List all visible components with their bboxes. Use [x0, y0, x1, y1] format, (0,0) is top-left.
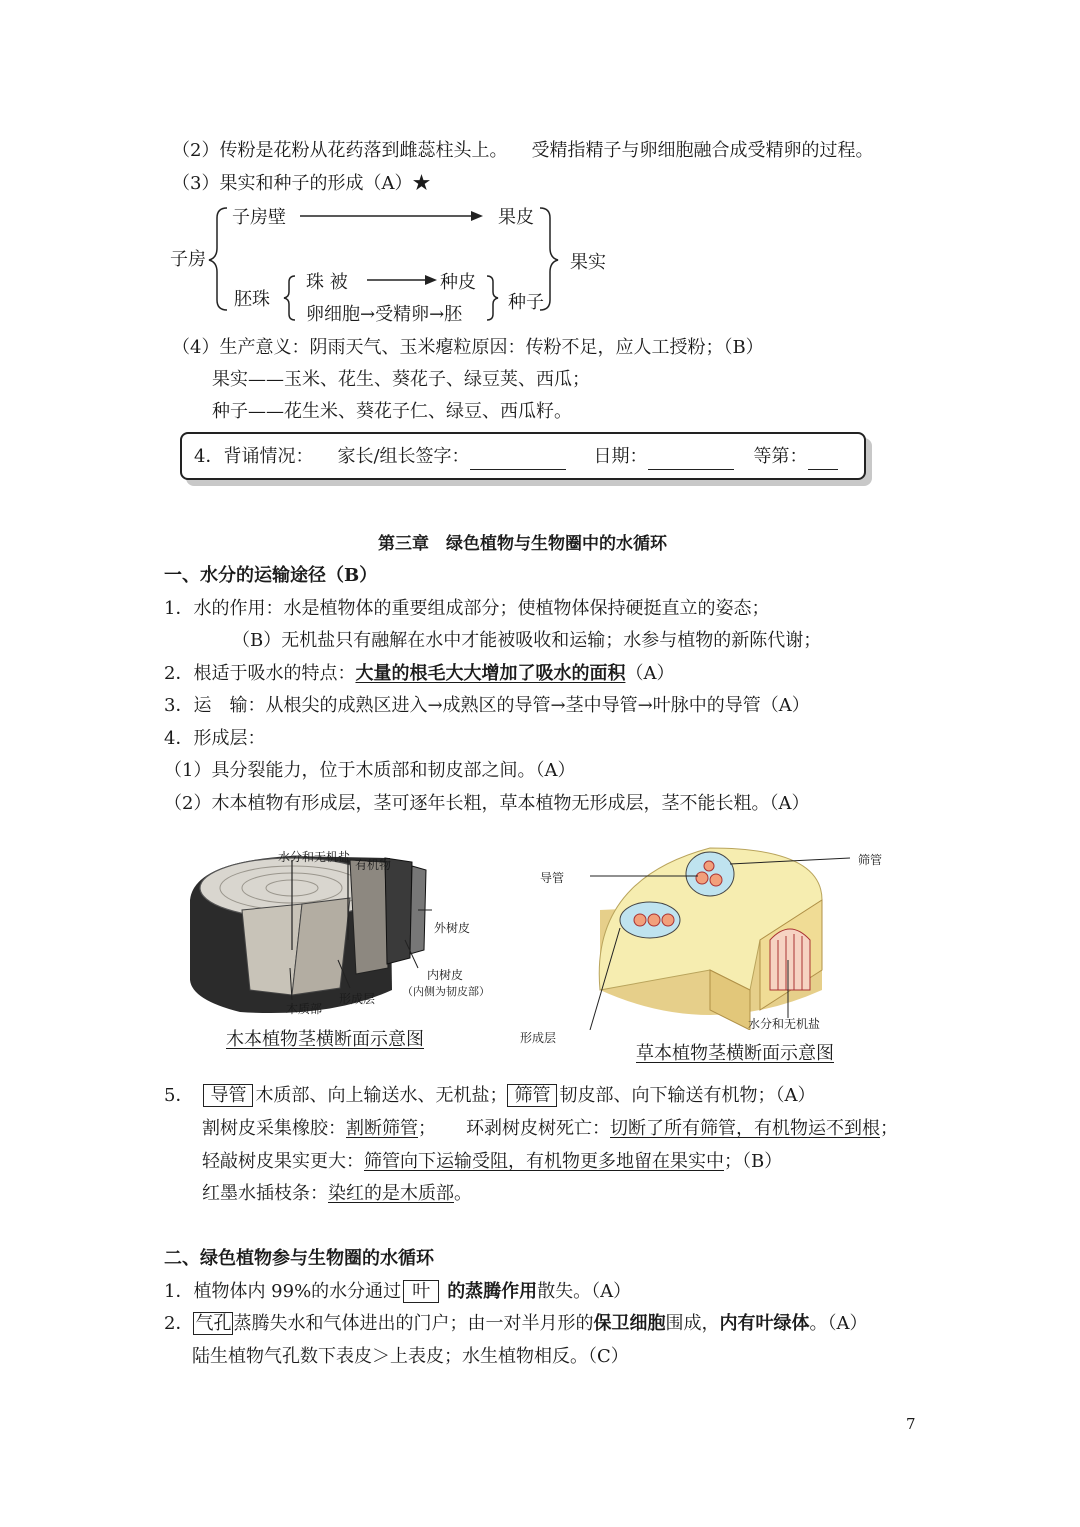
woody-label-cambium: 形成层 [339, 992, 376, 1006]
water-function: 1．水的作用：水是植物体的重要组成部分；使植物体保持硬挺直立的姿态； [164, 598, 770, 619]
root-feature-key: 大量的根毛大大增加了吸水的面积 [355, 663, 626, 684]
red-ink-answer: 染红的是木质部 [328, 1183, 454, 1204]
diagram-ovule: 胚珠 [234, 289, 270, 310]
red-ink-line: 红墨水插枝条：染红的是木质部。 [202, 1183, 472, 1204]
fruit-formation-heading: （3）果实和种子的形成（A）★ [172, 173, 431, 194]
woody-label-inner-note: （内侧为韧皮部） [402, 985, 490, 998]
diagram-seed-coat: 种皮 [440, 272, 476, 293]
stomata-distribution: 陆生植物气孔数下表皮＞上表皮；水生植物相反。（C） [192, 1346, 629, 1367]
seed-examples: 种子——花生米、葵花子仁、绿豆、西瓜籽。 [212, 401, 572, 422]
root-feature: 2．根适于吸水的特点：大量的根毛大大增加了吸水的面积（A） [164, 663, 675, 684]
recite-signature-box [180, 432, 866, 480]
leaf-box: 叶 [403, 1280, 439, 1303]
herb-caption: 草本植物茎横断面示意图 [636, 1043, 834, 1064]
bark-tapping-line: 轻敲树皮果实更大：筛管向下运输受阻，有机物更多地留在果实中；（B） [202, 1151, 783, 1172]
section-2-title: 二、绿色植物参与生物圈的水循环 [164, 1248, 434, 1269]
herb-stem-illustration [560, 840, 870, 1030]
cambium-point-2: （2）木本植物有形成层，茎可逐年长粗，草本植物无形成层，茎不能长粗。（A） [164, 793, 810, 814]
cambium-heading: 4．形成层： [164, 728, 266, 749]
cambium-point-1: （1）具分裂能力，位于木质部和韧皮部之间。（A） [164, 760, 576, 781]
pollination-line: （2）传粉是花粉从花药落到雌蕊柱头上。 受精指精子与卵细胞融合成受精卵的过程。 [172, 140, 874, 161]
diagram-egg-chain: 卵细胞→受精卵→胚 [306, 304, 463, 325]
sieve-box: 筛管 [507, 1084, 557, 1107]
diagram-integument: 珠 被 [306, 272, 348, 293]
grade-label: 等第： [753, 446, 808, 467]
diagram-ovary: 子房 [170, 249, 206, 270]
date-blank[interactable] [648, 449, 734, 470]
vessel-box: 导管 [203, 1084, 253, 1107]
diagram-ovary-wall: 子房壁 [232, 207, 286, 228]
parent-sign-label: 家长/组长签字： [337, 446, 470, 467]
herb-label-cambium: 形成层 [520, 1031, 557, 1045]
page-number: 7 [906, 1415, 916, 1433]
herb-label-water: 水分和无机盐 [748, 1017, 821, 1031]
production-significance: （4）生产意义：阴雨天气、玉米瘪粒原因：传粉不足，应人工授粉；（B） [172, 337, 764, 358]
woody-label-inner-bark: 内树皮 [427, 968, 464, 982]
recite-label: 4．背诵情况： [194, 446, 314, 467]
date-label: 日期： [593, 446, 648, 467]
vessel-sieve-line: 5． 导管 木质部、向上输送水、无机盐； 筛管 韧皮部、向下输送有机物；（A） [164, 1085, 816, 1106]
woody-label-organic: 有机物 [355, 858, 392, 872]
section-1-title: 一、水分的运输途径（B） [164, 565, 378, 586]
transpiration-line: 1．植物体内 99%的水分通过 叶 的蒸腾作用散失。（A） [164, 1281, 632, 1302]
rubber-tapping-answer: 割断筛管 [346, 1118, 418, 1139]
diagram-fruit: 果实 [570, 252, 606, 273]
diagram-seed: 种子 [508, 292, 544, 313]
parent-sign-blank[interactable] [470, 449, 566, 470]
woody-label-outer-bark: 外树皮 [434, 921, 471, 935]
woody-label-water: 水分和无机盐 [278, 850, 351, 864]
grade-blank[interactable] [808, 449, 838, 470]
herb-label-sieve: 筛管 [858, 853, 883, 867]
stomata-box: 气孔 [195, 1313, 232, 1334]
diagram-braces-arrows [195, 200, 565, 330]
girdling-answer: 切断了所有筛管，有机物运不到根 [610, 1118, 880, 1139]
stomata-line: 2． 气孔 蒸腾失水和气体进出的门户；由一对半月形的保卫细胞围成，内有叶绿体。（A） [164, 1313, 868, 1334]
herb-label-vessel: 导管 [540, 871, 565, 885]
water-function-b: （B）无机盐只有融解在水中才能被吸收和运输；水参与植物的新陈代谢； [232, 630, 822, 651]
diagram-pericarp: 果皮 [498, 207, 534, 228]
fruit-examples: 果实——玉米、花生、葵花子、绿豆荚、西瓜； [212, 369, 590, 390]
woody-caption: 木本植物茎横断面示意图 [226, 1029, 424, 1050]
transport-path: 3．运 输：从根尖的成熟区进入→成熟区的导管→茎中导管→叶脉中的导管（A） [164, 695, 810, 716]
chapter-title: 第三章 绿色植物与生物圈中的水循环 [378, 534, 667, 554]
bark-tapping-answer: 筛管向下运输受阻，有机物更多地留在果实中 [364, 1151, 724, 1172]
rubber-tapping-line: 割树皮采集橡胶：割断筛管； 环剥树皮树死亡：切断了所有筛管，有机物运不到根； [202, 1118, 898, 1139]
woody-label-xylem: 木质部 [286, 1002, 323, 1016]
